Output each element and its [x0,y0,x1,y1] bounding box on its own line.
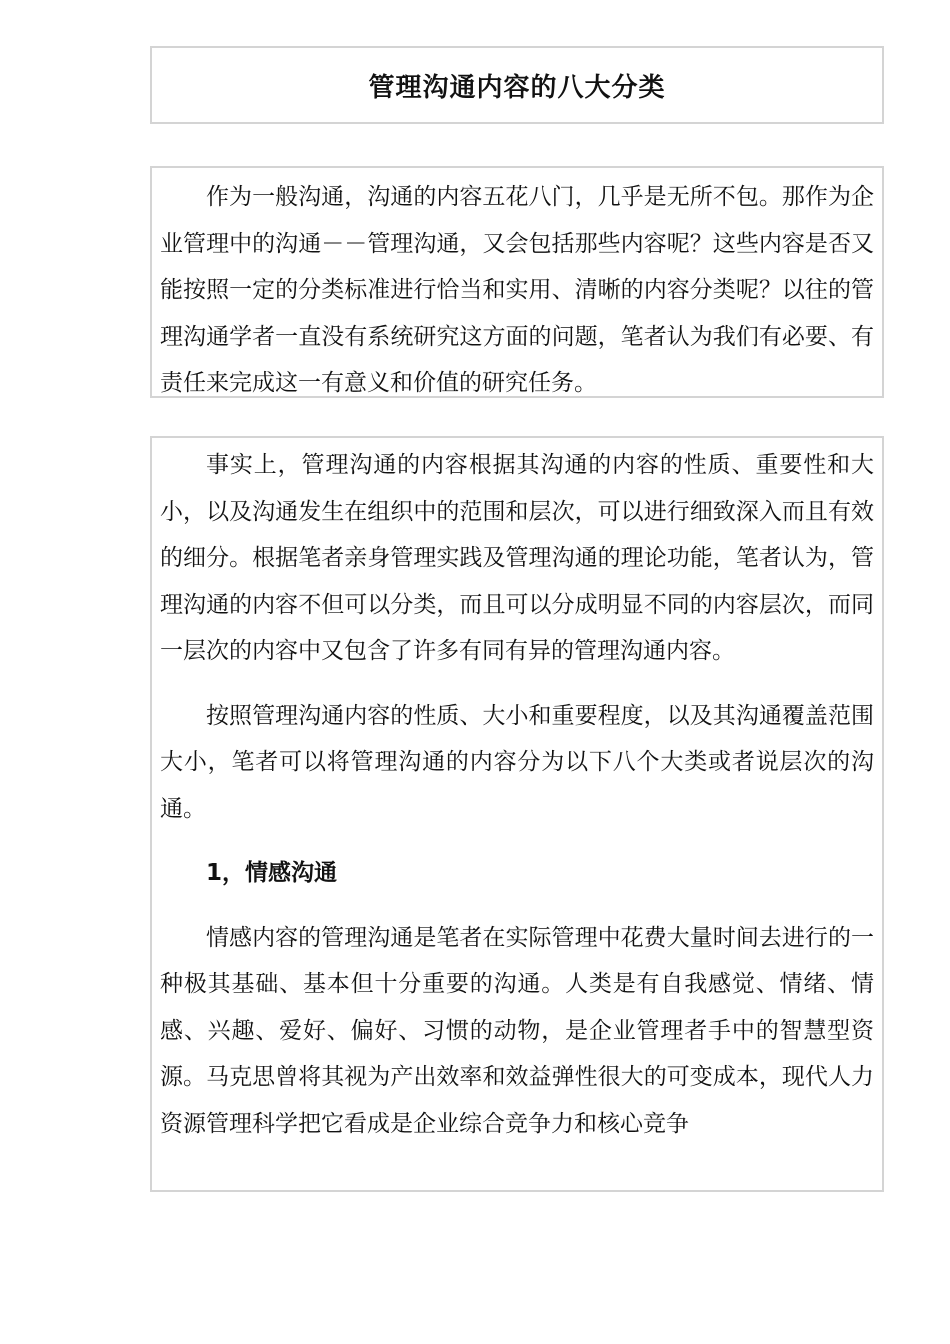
body-paragraph-1: 事实上，管理沟通的内容根据其沟通的内容的性质、重要性和大小，以及沟通发生在组织中的范围和层次，可以进行细致深入而且有效的细分。根据笔者亲身管理实践及管理沟通的理论功能，笔者认为，管理沟通的内容不但可以分类，而且可以分成明显不同的内容层次，而同一层次的内容中又包含了许多有同有异的管理沟通内容。 [160,452,874,664]
section-heading: 1，情感沟通 [206,860,338,886]
document-title: 管理沟通内容的八大分类 [368,72,666,103]
section-paragraph: 情感内容的管理沟通是笔者在实际管理中花费大量时间去进行的一种极其基础、基本但十分重要的沟通。人类是有自我感觉、情绪、情感、兴趣、爱好、偏好、习惯的动物，是企业管理者手中的智慧型资源。马克思曾将其视为产出效率和效益弹性很大的可变成本，现代人力资源管理科学把它看成是企业综合竞争力和核心竞争 [160,924,874,1137]
main-content-box [150,436,884,1192]
intro-box [150,166,884,398]
body-paragraph-2: 按照管理沟通内容的性质、大小和重要程度，以及其沟通覆盖范围大小，笔者可以将管理沟通的内容分为以下八个大类或者说层次的沟通。 [160,702,874,822]
title-box [150,46,884,124]
intro-paragraph: 作为一般沟通，沟通的内容五花八门，几乎是无所不包。那作为企业管理中的沟通－－管理沟通，又会包括那些内容呢？这些内容是否又能按照一定的分类标准进行恰当和实用、清晰的内容分类呢？以往的管理沟通学者一直没有系统研究这方面的问题，笔者认为我们有必要、有责任来完成这一有意义和价值的研究任务。 [160,184,874,396]
